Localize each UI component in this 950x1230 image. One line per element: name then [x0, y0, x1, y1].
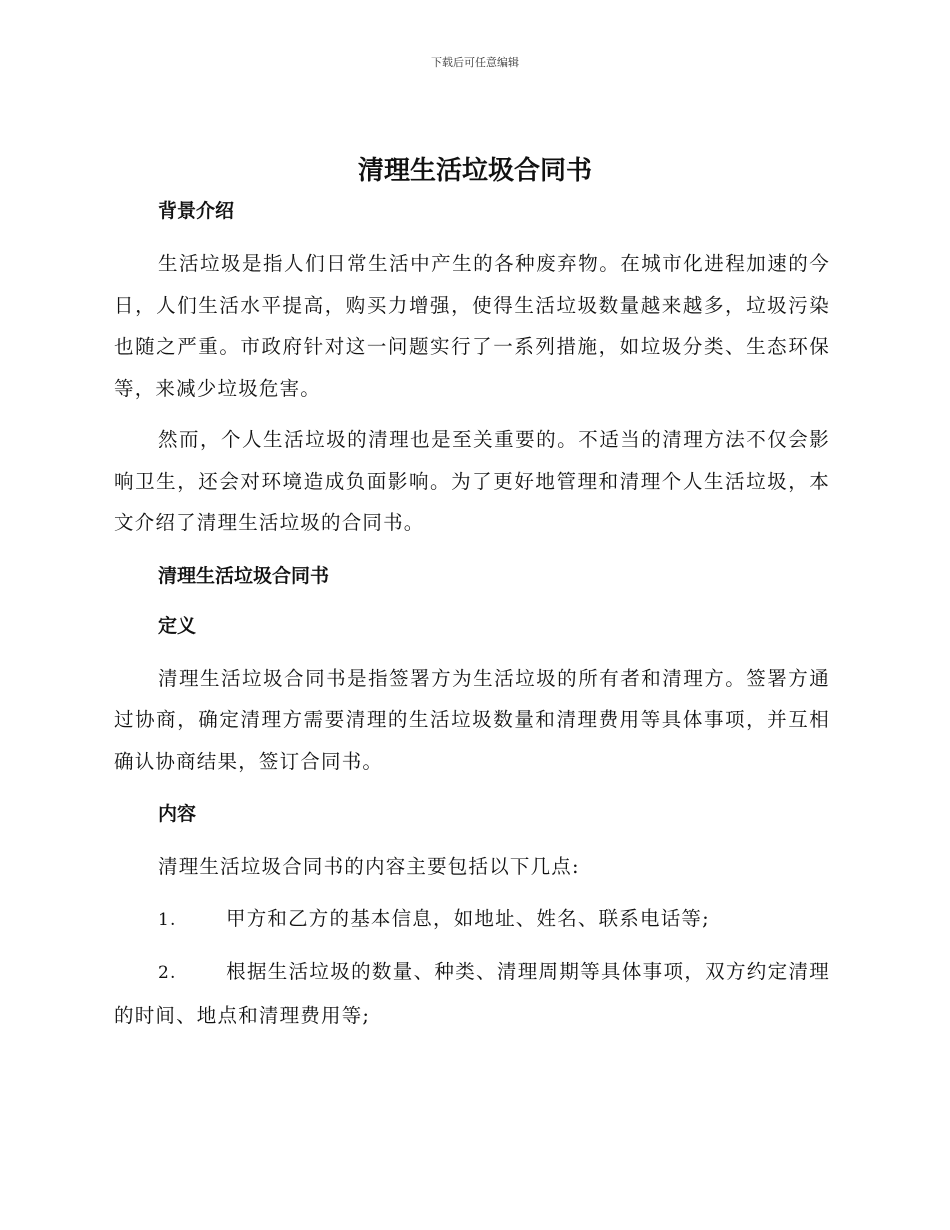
- list-item: [114, 951, 830, 1036]
- section-heading-definition: 定义: [158, 614, 197, 637]
- paragraph-background-1: 生活垃圾是指人们日常生活中产生的各种废弃物。在城市化进程加速的今日，人们生活水平提高，购买力增强，使得生活垃圾数量越来越多，垃圾污染也随之严重。市政府针对这一问题实行了一系列措施，如垃圾分类、生态环保等，来减少垃圾危害。: [114, 252, 830, 400]
- paragraph-content-intro: 清理生活垃圾合同书的内容主要包括以下几点:: [158, 855, 580, 878]
- paragraph-background-2: 然而，个人生活垃圾的清理也是至关重要的。不适当的清理方法不仅会影响卫生，还会对环境造成负面影响。为了更好地管理和清理个人生活垃圾，本文介绍了清理生活垃圾的合同书。: [114, 428, 830, 534]
- list-item-number: 1.: [158, 909, 177, 930]
- section-heading-contract: 清理生活垃圾合同书: [158, 564, 330, 587]
- list-item-number: 2.: [158, 963, 177, 983]
- page-header-note: 下载后可任意编辑: [431, 56, 519, 69]
- list-item-text: 根据生活垃圾的数量、种类、清理周期等具体事项，双方约定清理的时间、地点和清理费用等;: [114, 960, 830, 1027]
- document-title: 清理生活垃圾合同书: [357, 156, 592, 186]
- list-item: [114, 898, 830, 942]
- section-heading-background: 背景介绍: [158, 200, 235, 222]
- section-heading-content: 内容: [158, 803, 197, 825]
- paragraph-definition: 清理生活垃圾合同书是指签署方为生活垃圾的所有者和清理方。签署方通过协商，确定清理方需要清理的生活垃圾数量和清理费用等具体事项，并互相确认协商结果，签订合同书。: [114, 666, 830, 773]
- list-item-text: 甲方和乙方的基本信息，如地址、姓名、联系电话等;: [226, 906, 710, 930]
- document-body: [114, 193, 830, 1036]
